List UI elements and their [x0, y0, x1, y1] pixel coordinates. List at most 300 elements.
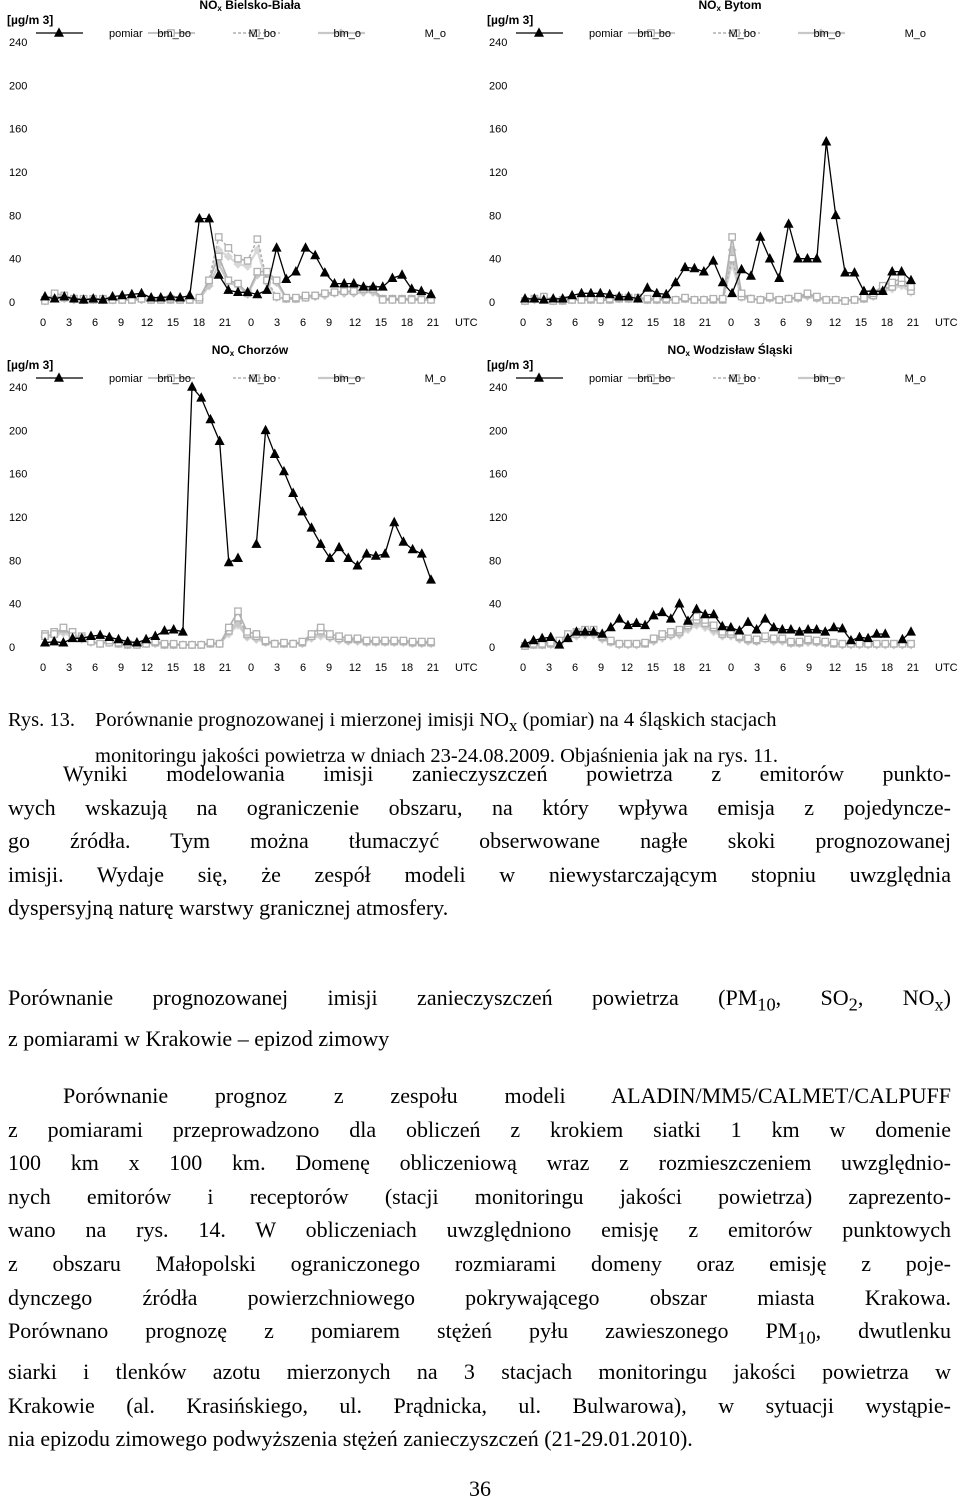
data-point — [693, 613, 699, 619]
data-point — [851, 297, 857, 303]
data-point — [668, 629, 674, 635]
data-point — [720, 296, 726, 302]
x-tick-label: 0 — [39, 662, 47, 674]
x-tick-label: 9 — [117, 662, 125, 674]
x-tick-label: 3 — [753, 317, 761, 329]
x-tick-label: 9 — [597, 662, 605, 674]
data-point — [262, 637, 268, 643]
text-span: Porównano prognozę z pomiarem stężeń pyłu zawieszonego PM — [8, 1318, 798, 1344]
text-line: 100 km x 100 km. Domenę obliczeniową wraz z rozmieszczeniem uwzględnio- — [8, 1150, 951, 1176]
data-point — [832, 297, 838, 303]
data-point — [198, 642, 204, 648]
data-point — [97, 641, 103, 647]
data-point — [137, 288, 146, 297]
x-tick-label: 18 — [880, 317, 894, 329]
data-point — [659, 631, 665, 637]
data-point — [831, 210, 840, 219]
y-tick-label: 0 — [9, 642, 16, 654]
data-point — [855, 632, 864, 641]
data-point — [289, 488, 298, 497]
data-point — [748, 296, 754, 302]
x-tick-label: 3 — [273, 662, 281, 674]
data-point — [380, 297, 386, 303]
data-point — [608, 637, 614, 643]
series-pomiar — [521, 599, 916, 649]
data-point — [382, 637, 388, 643]
data-point — [746, 271, 755, 280]
data-point — [861, 294, 867, 300]
data-point — [881, 629, 890, 638]
heading-text: , NO — [857, 985, 935, 1010]
y-tick-label: 240 — [489, 37, 508, 49]
x-tick-label: 15 — [854, 662, 868, 674]
title-text: NO — [667, 343, 686, 357]
data-point — [872, 629, 881, 638]
data-point — [710, 296, 716, 302]
x-tick-label: 0 — [727, 662, 735, 674]
title-text: NO — [199, 0, 218, 12]
data-point — [729, 234, 735, 240]
heading-sub: 10 — [757, 994, 776, 1015]
x-tick-label: 18 — [880, 662, 894, 674]
data-point — [264, 268, 270, 274]
data-point — [312, 292, 318, 298]
x-tick-label: 6 — [299, 317, 307, 329]
data-point — [682, 294, 688, 300]
chart-nox-bielsko-biala — [5, 0, 478, 335]
y-tick-label: 240 — [9, 382, 28, 394]
text-line: Wyniki modelowania imisji zanieczyszczeń powietrza z emitorów punkto- — [63, 761, 951, 786]
data-point — [745, 635, 751, 641]
x-tick-label: 15 — [166, 317, 180, 329]
data-point — [206, 277, 212, 283]
y-tick-label: 80 — [9, 555, 22, 568]
data-point — [907, 627, 916, 636]
data-point — [908, 284, 914, 290]
data-point — [381, 549, 390, 558]
data-point — [378, 282, 387, 291]
heading-line-2: z pomiarami w Krakowie – epizod zimowy — [8, 1025, 390, 1051]
x-tick-label: 6 — [571, 317, 579, 329]
data-point — [643, 283, 652, 292]
data-point — [311, 250, 320, 258]
legend — [36, 28, 446, 40]
data-point — [244, 629, 250, 635]
heading-sub: x — [934, 994, 944, 1015]
data-point — [738, 290, 744, 296]
data-point — [839, 641, 845, 647]
data-point — [633, 641, 639, 647]
data-point — [320, 268, 329, 277]
y-tick-label: 160 — [489, 468, 508, 481]
x-tick-label: 21 — [698, 662, 712, 674]
heading-sub: 2 — [848, 994, 858, 1015]
x-tick-label: 12 — [140, 317, 154, 329]
data-point — [908, 641, 914, 647]
caption-text-after: (pomiar) na 4 śląskich stacjach — [517, 709, 777, 731]
data-point — [753, 636, 759, 642]
x-tick-label: 9 — [805, 317, 813, 329]
y-tick-label: 200 — [489, 425, 508, 438]
data-point — [244, 258, 250, 264]
data-point — [60, 624, 66, 630]
data-point — [676, 626, 682, 632]
data-point — [597, 297, 603, 303]
data-point — [273, 293, 279, 299]
y-unit-label: [µg/m 3] — [487, 358, 534, 372]
data-point — [261, 425, 270, 434]
data-point — [373, 637, 379, 643]
y-tick-label: 80 — [489, 555, 502, 568]
x-unit-label: UTC — [935, 317, 958, 329]
title-sub: x — [217, 4, 222, 13]
data-point — [776, 297, 782, 303]
data-point — [644, 296, 650, 302]
data-point — [785, 296, 791, 302]
data-point — [272, 641, 278, 647]
data-point — [596, 288, 605, 297]
legend-label: bm_bo — [637, 373, 671, 385]
legend-label: M_bo — [248, 28, 276, 40]
x-tick-label: 21 — [218, 662, 232, 674]
x-tick-label: 15 — [374, 317, 388, 329]
legend-label: bm_bo — [157, 373, 191, 385]
data-point — [898, 634, 907, 643]
data-point — [390, 517, 399, 526]
data-point — [283, 294, 289, 300]
data-point — [252, 539, 261, 548]
data-point — [417, 549, 426, 558]
legend-label: M_o — [424, 373, 446, 385]
data-point — [398, 270, 407, 279]
x-tick-label: 15 — [374, 662, 388, 674]
chart-svg — [485, 0, 958, 335]
data-point — [400, 637, 406, 643]
data-point — [616, 641, 622, 647]
x-tick-label: 3 — [273, 317, 281, 329]
title-text: NO — [211, 343, 230, 357]
legend-label: bm_o — [813, 28, 841, 40]
data-point — [794, 254, 803, 262]
data-point — [185, 291, 194, 300]
text-line: nia epizodu zimowego podwyższenia stężeń zanieczyszczeń (21-29.01.2010). — [8, 1426, 693, 1452]
y-tick-label: 160 — [9, 468, 28, 481]
title-text: NO — [698, 0, 717, 12]
data-point — [831, 639, 837, 645]
data-point — [270, 449, 279, 458]
data-point — [254, 236, 260, 242]
data-point — [235, 280, 241, 286]
page-number: 36 — [469, 1476, 491, 1501]
series-line — [45, 387, 431, 643]
y-tick-label: 80 — [9, 210, 22, 223]
data-point — [291, 267, 300, 276]
x-tick-label: 0 — [39, 317, 47, 329]
data-point — [701, 610, 710, 619]
y-tick-label: 200 — [9, 425, 28, 438]
series-pomiar — [41, 382, 436, 646]
data-point — [206, 415, 215, 424]
legend-label: M_bo — [728, 373, 756, 385]
y-tick-label: 80 — [489, 210, 502, 223]
data-point — [897, 267, 906, 276]
x-tick-label: 12 — [348, 317, 362, 329]
data-point — [180, 642, 186, 648]
data-point — [765, 254, 774, 262]
x-tick-label: 9 — [117, 317, 125, 329]
x-tick-label: 21 — [426, 317, 440, 329]
data-point — [234, 553, 243, 562]
data-point — [788, 638, 794, 644]
y-tick-label: 120 — [9, 512, 28, 524]
y-tick-label: 40 — [9, 598, 22, 611]
data-point — [898, 275, 904, 281]
data-point — [856, 641, 862, 647]
data-point — [151, 631, 160, 640]
x-tick-label: 15 — [646, 317, 660, 329]
x-tick-label: 18 — [192, 317, 206, 329]
data-point — [625, 641, 631, 647]
x-tick-label: 12 — [348, 662, 362, 674]
y-tick-label: 40 — [9, 253, 22, 266]
y-tick-label: 120 — [489, 512, 508, 524]
legend-label: M_bo — [728, 28, 756, 40]
data-point — [226, 624, 232, 630]
data-point — [650, 635, 656, 641]
paragraph-1 — [8, 757, 951, 925]
y-tick-label: 240 — [9, 37, 28, 49]
text-line — [8, 1314, 951, 1355]
data-point — [41, 292, 50, 301]
y-unit-label: [µg/m 3] — [487, 13, 534, 27]
legend — [36, 373, 446, 385]
text-line: Krakowie (al. Krasińskiego, ul. Prądnicka, ul. Bulwarowa), w sytuacji wystąpie- — [8, 1392, 951, 1418]
y-tick-label: 40 — [489, 253, 502, 266]
data-point — [362, 549, 371, 558]
text-line: nych emitorów i receptorów (stacji monitoringu jakości powietrza) zaprezento- — [8, 1183, 951, 1209]
data-point — [850, 268, 859, 277]
legend-label: bm_o — [813, 373, 841, 385]
data-point — [779, 635, 785, 641]
x-tick-label: 18 — [400, 317, 414, 329]
caption-label: Rys. 13. — [8, 709, 75, 731]
legend-label: M_o — [424, 28, 446, 40]
data-point — [225, 245, 231, 251]
data-point — [335, 542, 344, 551]
data-point — [841, 268, 850, 277]
data-point — [195, 214, 204, 223]
x-tick-label: 12 — [620, 662, 634, 674]
caption-line-1 — [8, 705, 953, 741]
data-point — [299, 638, 305, 644]
chart-nox-wodzislaw — [485, 343, 958, 680]
series-pomiar — [521, 137, 916, 304]
data-point — [615, 614, 624, 623]
data-point — [823, 297, 829, 303]
data-point — [399, 537, 408, 546]
x-tick-label: 12 — [140, 662, 154, 674]
data-point — [302, 292, 308, 298]
legend-label: M_o — [904, 28, 926, 40]
data-point — [318, 624, 324, 630]
data-point — [786, 625, 795, 634]
data-point — [254, 268, 260, 274]
x-tick-label: 6 — [91, 317, 99, 329]
x-tick-label: 18 — [192, 662, 206, 674]
legend-marker — [535, 373, 544, 382]
data-point — [642, 639, 648, 645]
legend-label: pomiar — [109, 373, 143, 385]
x-tick-label: 9 — [325, 662, 333, 674]
x-tick-label: 21 — [426, 662, 440, 674]
heading-text: , SO — [775, 985, 849, 1010]
data-point — [331, 289, 337, 295]
data-point — [336, 633, 342, 639]
data-point — [272, 243, 281, 252]
paragraph-2 — [8, 1079, 951, 1456]
x-tick-label: 15 — [646, 662, 660, 674]
data-point — [235, 255, 241, 261]
x-tick-label: 21 — [906, 662, 920, 674]
x-tick-label: 15 — [854, 317, 868, 329]
data-point — [427, 575, 436, 584]
data-point — [671, 278, 680, 287]
chart-svg — [5, 0, 478, 335]
data-point — [775, 273, 784, 282]
data-point — [658, 607, 667, 616]
legend-marker — [535, 28, 544, 37]
data-point — [692, 604, 701, 613]
data-point — [316, 539, 325, 548]
data-point — [796, 638, 802, 644]
section-heading — [8, 981, 951, 1056]
data-point — [795, 293, 801, 299]
x-unit-label: UTC — [455, 662, 478, 674]
data-point — [50, 637, 59, 646]
text-line: imisji. Wydaje się, że zespół modeli w niewystarczającym stopniu uwzględnia — [8, 861, 951, 887]
x-tick-label: 18 — [672, 317, 686, 329]
y-tick-label: 120 — [489, 167, 508, 179]
data-point — [224, 558, 233, 567]
title-text: Wodzisław Śląski — [689, 343, 793, 357]
legend — [516, 373, 926, 385]
data-point — [814, 293, 820, 299]
data-point — [235, 608, 241, 614]
data-point — [711, 622, 717, 628]
data-point — [771, 635, 777, 641]
data-point — [345, 635, 351, 641]
data-point — [307, 523, 316, 532]
data-point — [666, 614, 675, 623]
data-point — [804, 290, 810, 296]
x-tick-label: 9 — [597, 317, 605, 329]
data-point — [428, 638, 434, 644]
text-line: siarki i tlenków azotu mierzonych na 3 stacjach monitoringu jakości powietrza w — [8, 1359, 951, 1385]
data-point — [578, 297, 584, 303]
data-point — [803, 254, 812, 262]
data-point — [829, 623, 838, 632]
data-point — [196, 294, 202, 300]
data-point — [281, 639, 287, 645]
x-unit-label: UTC — [935, 662, 958, 674]
x-tick-label: 3 — [65, 317, 73, 329]
data-point — [215, 436, 224, 445]
x-tick-label: 9 — [805, 662, 813, 674]
title-text: Chorzów — [234, 343, 289, 357]
x-tick-label: 15 — [166, 662, 180, 674]
data-point — [205, 214, 214, 223]
data-point — [675, 599, 684, 607]
x-tick-label: 18 — [400, 662, 414, 674]
data-point — [804, 625, 813, 634]
data-point — [207, 639, 213, 645]
text-line: go źródła. Tym można tłumaczyć obserwowane nagłe skoki prognozowanej — [8, 828, 951, 854]
data-point — [882, 641, 888, 647]
x-tick-label: 9 — [325, 317, 333, 329]
legend-label: bm_o — [333, 28, 361, 40]
y-tick-label: 0 — [489, 642, 496, 654]
data-point — [859, 286, 868, 295]
data-point — [389, 297, 395, 303]
data-point — [290, 641, 296, 647]
legend-label: M_o — [904, 373, 926, 385]
x-tick-label: 6 — [779, 317, 787, 329]
data-point — [805, 636, 811, 642]
data-point — [784, 219, 793, 228]
data-point — [762, 633, 768, 639]
data-point — [889, 279, 895, 285]
x-tick-label: 0 — [519, 317, 527, 329]
legend-label: bm_bo — [157, 28, 191, 40]
data-point — [546, 632, 555, 641]
y-tick-label: 200 — [9, 80, 28, 93]
x-tick-label: 6 — [571, 662, 579, 674]
data-point — [216, 234, 222, 240]
title-sub: x — [685, 349, 690, 358]
text-line: wych wskazują na ograniczenie obszaru, na który wpływa emisja z pojedyncze- — [8, 794, 951, 820]
caption-line-2: monitoringu jakości powietrza w dniach 23-24.08.2009. Objaśnienia jak na rys. 11. — [95, 745, 778, 768]
x-tick-label: 21 — [218, 317, 232, 329]
title-text: Bytom — [720, 0, 762, 12]
data-point — [282, 274, 291, 283]
x-tick-label: 6 — [779, 662, 787, 674]
data-point — [744, 617, 753, 626]
x-tick-label: 18 — [672, 662, 686, 674]
x-tick-label: 12 — [828, 662, 842, 674]
data-point — [632, 618, 641, 627]
heading-text: ) — [943, 985, 951, 1010]
data-point — [354, 635, 360, 641]
text-line: z obszaru Małopolski ograniczonego rozmiarami domeny oraz emisję z poje- — [8, 1250, 951, 1276]
data-point — [308, 631, 314, 637]
heading-text: Porównanie prognozowanej imisji zanieczyszczeń powietrza (PM — [8, 985, 758, 1010]
x-tick-label: 3 — [753, 662, 761, 674]
data-point — [709, 610, 718, 619]
text-span: , dwutlenku — [815, 1318, 951, 1344]
data-point — [273, 277, 279, 283]
legend-label: pomiar — [589, 28, 623, 40]
data-point — [408, 545, 417, 554]
data-point — [691, 297, 697, 303]
x-tick-label: 3 — [545, 317, 553, 329]
data-point — [322, 290, 328, 296]
data-point — [672, 297, 678, 303]
chart-nox-chorzow — [5, 343, 478, 680]
data-point — [652, 288, 661, 297]
data-point — [169, 625, 178, 634]
data-point — [822, 638, 828, 644]
chart-title — [668, 342, 793, 358]
